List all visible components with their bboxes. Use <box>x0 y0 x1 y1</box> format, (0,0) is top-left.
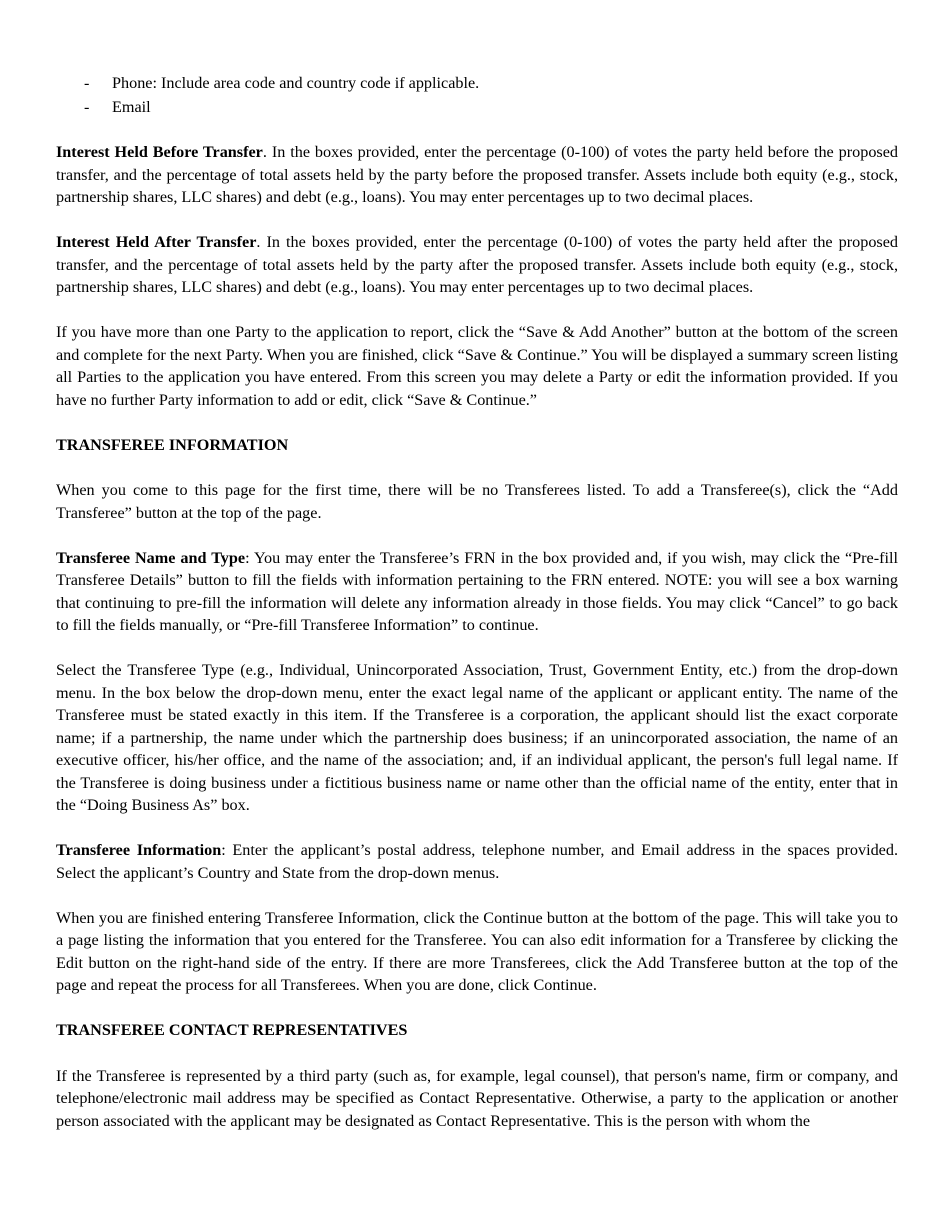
name-type-text: : You may enter the Transferee’s FRN in the box provided and, if you wish, may click the “Pre-fill Transferee Details” button to fill the fields with information pertaining to the FRN entered. NOTE: you will see a box warning that continuing to pre-fill the information will delete any information already in those fields. You may click “Cancel” to go back to fill the fields manually, or “Pre-fill Transferee Information” to continue. <box>56 548 899 634</box>
interest-before-lead: Interest Held Before Transfer <box>56 143 263 161</box>
finished-paragraph: When you are finished entering Transferee Information, click the Continue button at the bottom of the page. This will take you to a page listing the information that you entered for the Transferee. You can also edit information for a Transferee by clicking the Edit button on the right-hand side of the entry. If there are more Transferees, click the Add Transferee button at the top of the page and repeat the process for all Transferees. When you are done, click Continue. <box>56 908 898 994</box>
contact-representatives-paragraph: If the Transferee is represented by a third party (such as, for example, legal counsel), that person's name, firm or company, and telephone/electronic mail address may be specified as Contact Representative. Otherwise, a party to the application or another person associated with the applicant may be designated as Contact Representative. This is the person with whom the <box>56 1066 898 1130</box>
transferee-information-text: : Enter the applicant’s postal address, telephone number, and Email address in the spaces provided. Select the applicant’s Country and State from the drop-down menus. <box>56 841 899 882</box>
contact-fields-list <box>56 72 898 119</box>
bullet-text: Phone: Include area code and country code if applicable. <box>112 74 480 92</box>
select-type-paragraph: Select the Transferee Type (e.g., Individual, Unincorporated Association, Trust, Government Entity, etc.) from the drop-down menu. In the box below the drop-down menu, enter the exact legal name of the applicant or applicant entity. The name of the Transferee must be stated exactly in this item. If the Transferee is a corporation, the applicant should list the exact corporate name; if a partnership, the name under which the partnership does business; if an unincorporated association, the name of an executive officer, his/her office, and the name of the association; and, if an individual applicant, the person's full legal name. If the Transferee is doing business under a fictitious business name or name other than the official name of the entity, enter that in the “Doing Business As” box. <box>56 661 898 814</box>
transferee-information-paragraph <box>56 839 898 884</box>
bullet-dash: - <box>84 74 90 92</box>
transferee-information-lead: Transferee Information <box>56 841 222 859</box>
more-parties-paragraph: If you have more than one Party to the application to report, click the “Save & Add Another” button at the bottom of the screen and complete for the next Party. When you are finished, click “Save & Continue.” You will be displayed a summary screen listing all Parties to the application you have entered. From this screen you may delete a Party or edit the information provided. If you have no further Party information to add or edit, click “Save & Continue.” <box>56 323 898 409</box>
bullet-dash: - <box>84 97 90 116</box>
transferee-information-heading: TRANSFEREE INFORMATION <box>56 435 289 454</box>
interest-after-lead: Interest Held After Transfer <box>56 233 257 251</box>
contact-representatives-heading: TRANSFEREE CONTACT REPRESENTATIVES <box>56 1021 408 1039</box>
document-page <box>56 72 898 1132</box>
first-time-paragraph: When you come to this page for the first time, there will be no Transferees listed. To add a Transferee(s), click the “Add Transferee” button at the top of the page. <box>56 481 898 522</box>
interest-after-paragraph <box>56 231 898 299</box>
interest-before-text: . In the boxes provided, enter the percentage (0-100) of votes the party held before the proposed transfer, and the percentage of total assets held by the party before the proposed transfer. Assets include both equity (e.g., stock, partnership shares, LLC shares) and debt (e.g., loans). You may enter percentages up to two decimal places. <box>56 143 899 206</box>
list-item <box>56 96 898 120</box>
name-type-paragraph <box>56 547 898 637</box>
interest-before-paragraph <box>56 141 898 209</box>
bullet-text: Email <box>112 97 151 116</box>
name-type-lead: Transferee Name and Type <box>56 548 246 567</box>
interest-after-text: . In the boxes provided, enter the percentage (0-100) of votes the party held after the proposed transfer, and the percentage of total assets held by the party after the proposed transfer. Assets include both equity (e.g., stock, partnership shares, LLC shares) and debt (e.g., loans). You may enter percentages up to two decimal places. <box>56 233 899 296</box>
list-item <box>56 72 898 96</box>
